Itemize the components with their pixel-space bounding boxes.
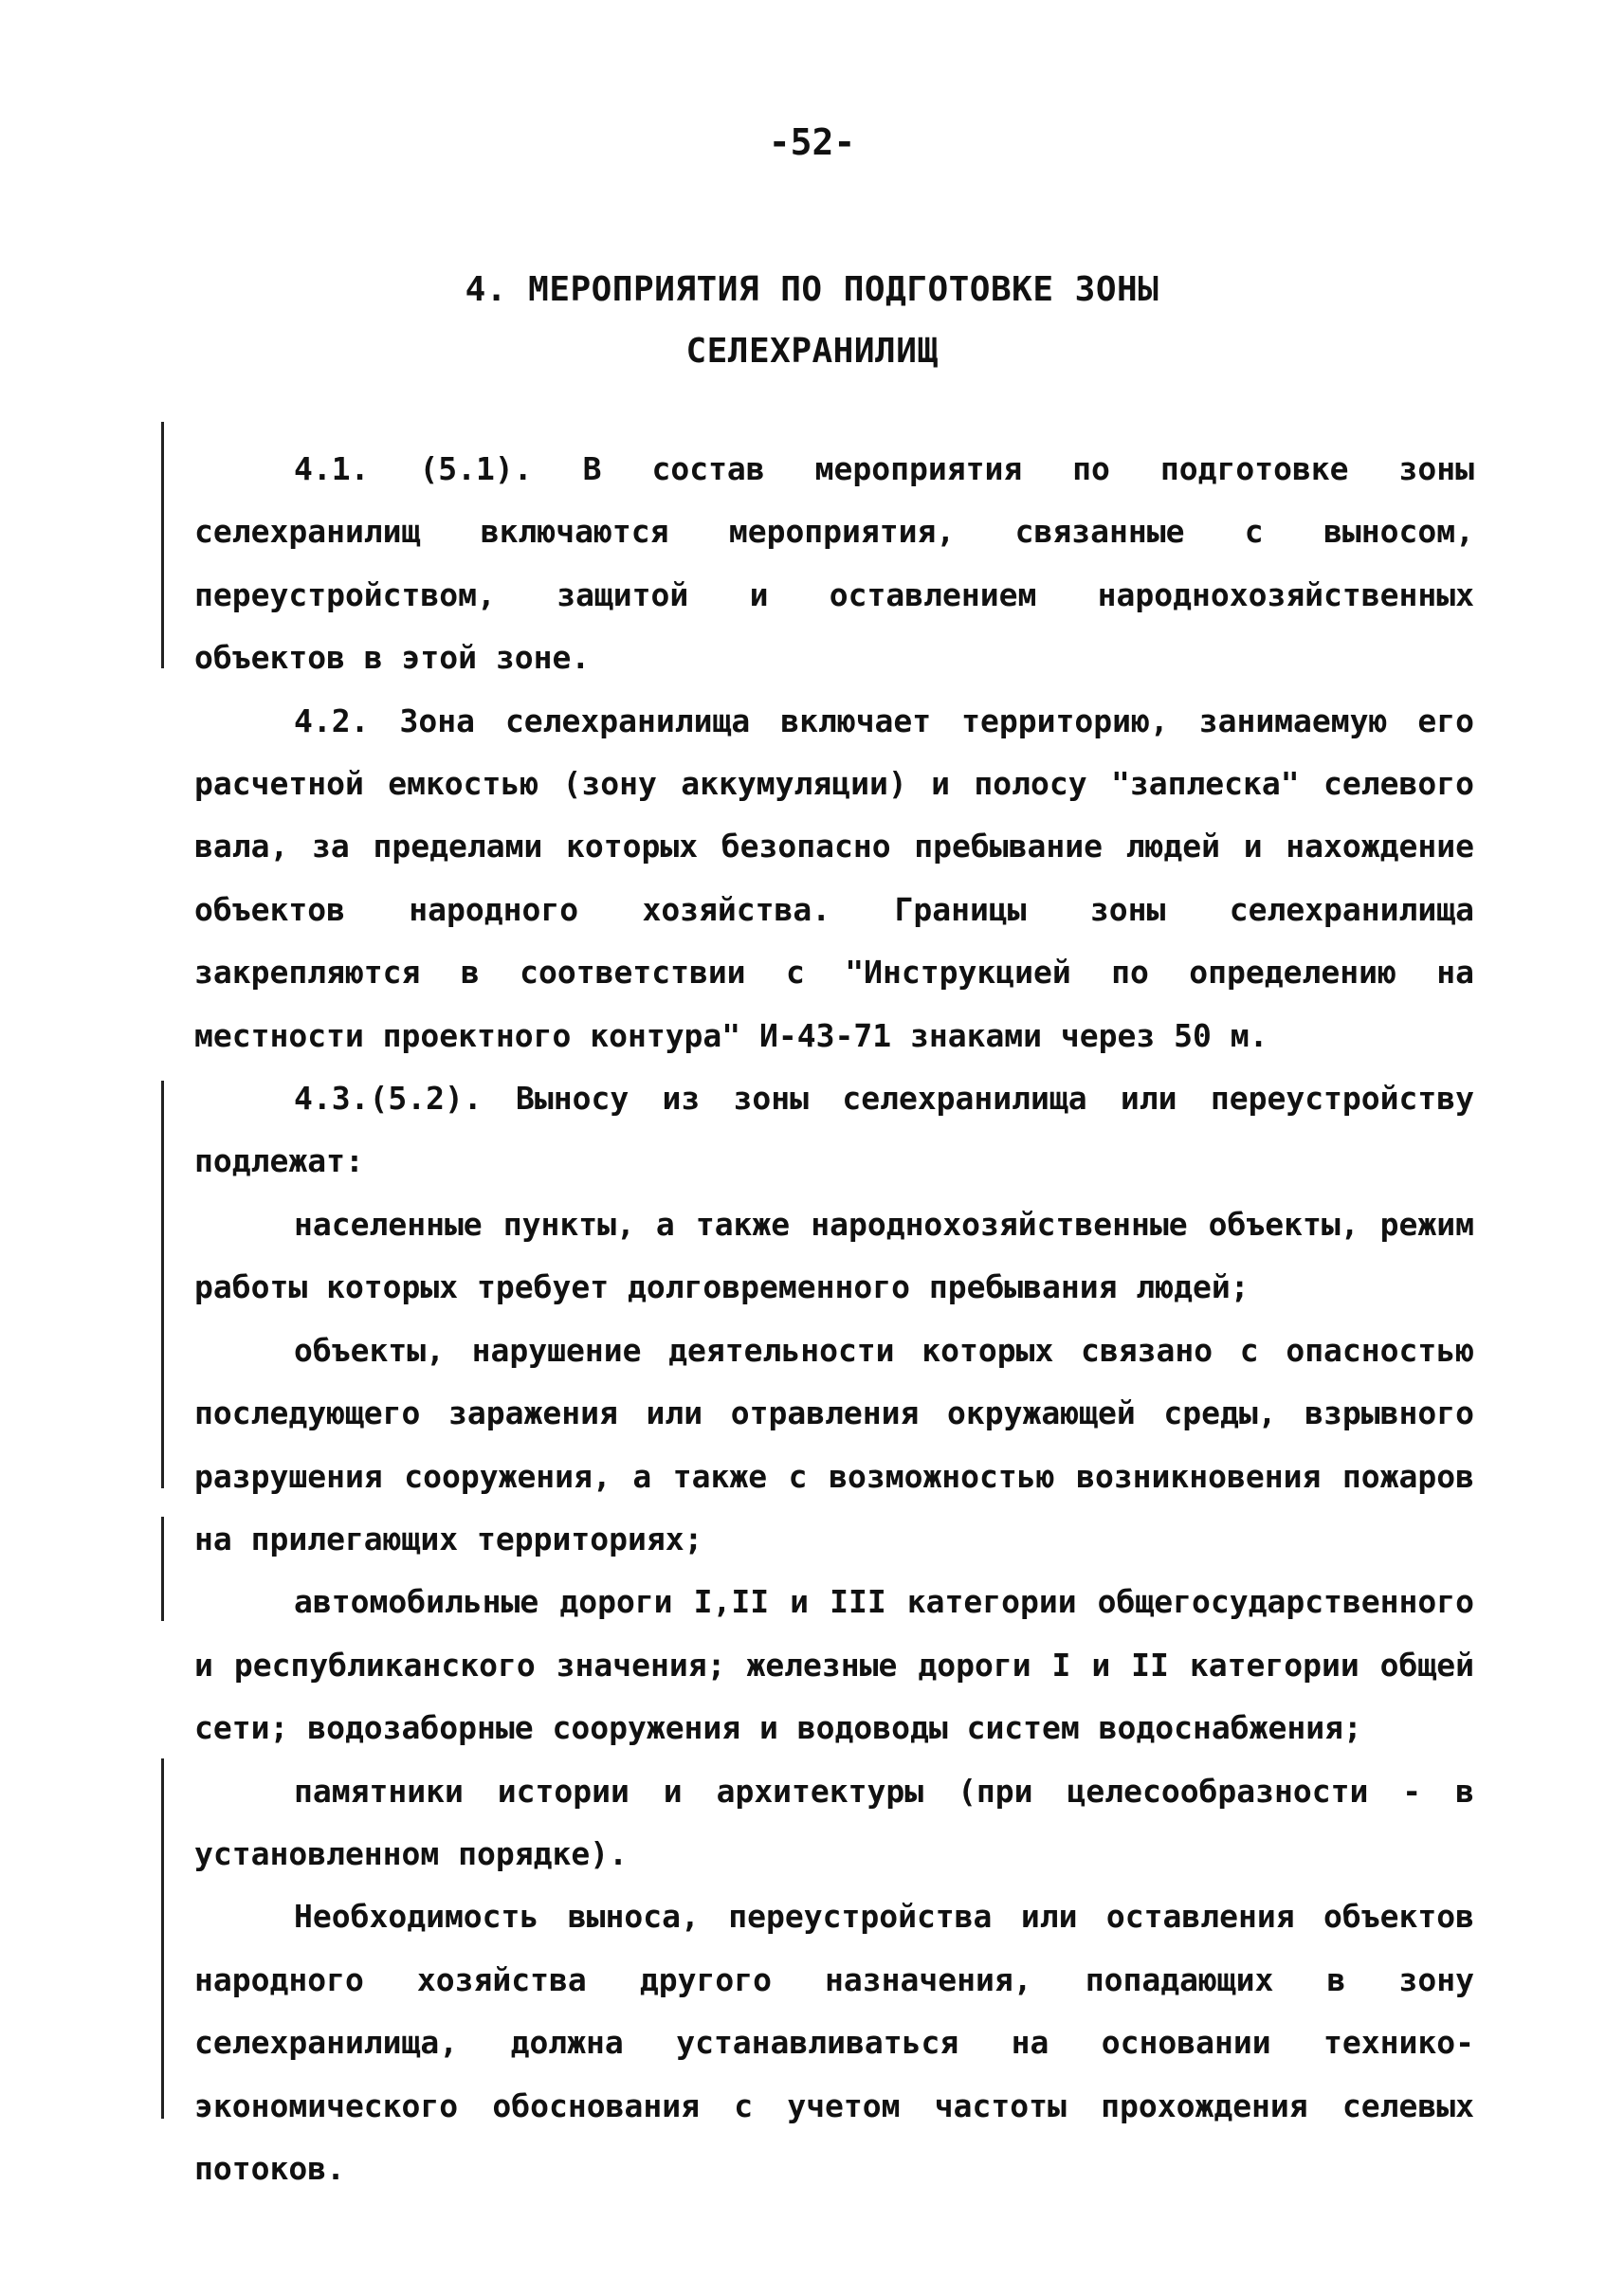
margin-mark: [161, 1758, 164, 2119]
section-heading-line2: СЕЛЕХРАНИЛИЩ: [685, 332, 939, 371]
list-item-roads: автомобильные дороги I,II и III категории общегосударственного и республиканского значения; железные дороги I и II категории общей сети; водозаборные сооружения и водоводы систем водоснабжения;: [194, 1583, 1474, 1747]
margin-mark: [161, 1081, 164, 1488]
paragraph-4-3: 4.3.(5.2). Выносу из зоны селехранилища или переустройству подлежат:: [194, 1080, 1474, 1180]
margin-mark: [161, 1517, 164, 1621]
body-text: [194, 438, 1474, 2200]
section-heading-line1: 4. МЕРОПРИЯТИЯ ПО ПОДГОТОВКЕ ЗОНЫ: [465, 270, 1159, 309]
list-item-hazard-objects: объекты, нарушение деятельности которых связано с опасностью последующего заражения или отравления окружающей среды, взрывного разрушения сооружения, а также с возможностью возникновения пожаров на прилегающих территориях;: [194, 1331, 1474, 1557]
paragraph-necessity: Необходимость выноса, переустройства или оставления объектов народного хозяйства другого назначения, попадающих в зону селехранилища, должна устанавливаться на основании технико-экономического обоснования с учетом частоты прохождения селевых потоков.: [194, 1898, 1474, 2187]
paragraph-4-2: 4.2. Зона селехранилища включает территорию, занимаемую его расчетной емкостью (зону аккумуляции) и полосу "заплеска" селевого вала, за пределами которых безопасно пребывание людей и нахождение объектов народного хозяйства. Границы зоны селехранилища закрепляются в соответствии с "Инструкцией по определению на местности проектного контура" И-43-71 знаками через 50 м.: [194, 701, 1474, 1054]
paragraph-4-1: 4.1. (5.1). В состав мероприятия по подготовке зоны селехранилищ включаются мероприятия, связанные с выносом, переустройством, защитой и оставлением народнохозяйственных объектов в этой зоне.: [194, 450, 1474, 677]
list-item-settlements: населенные пункты, а также народнохозяйственные объекты, режим работы которых требует долговременного пребывания людей;: [194, 1205, 1474, 1306]
page-number: -52-: [768, 121, 856, 163]
list-item-monuments: памятники истории и архитектуры (при целесообразности - в установленном порядке).: [194, 1772, 1474, 1872]
margin-mark: [161, 422, 164, 668]
